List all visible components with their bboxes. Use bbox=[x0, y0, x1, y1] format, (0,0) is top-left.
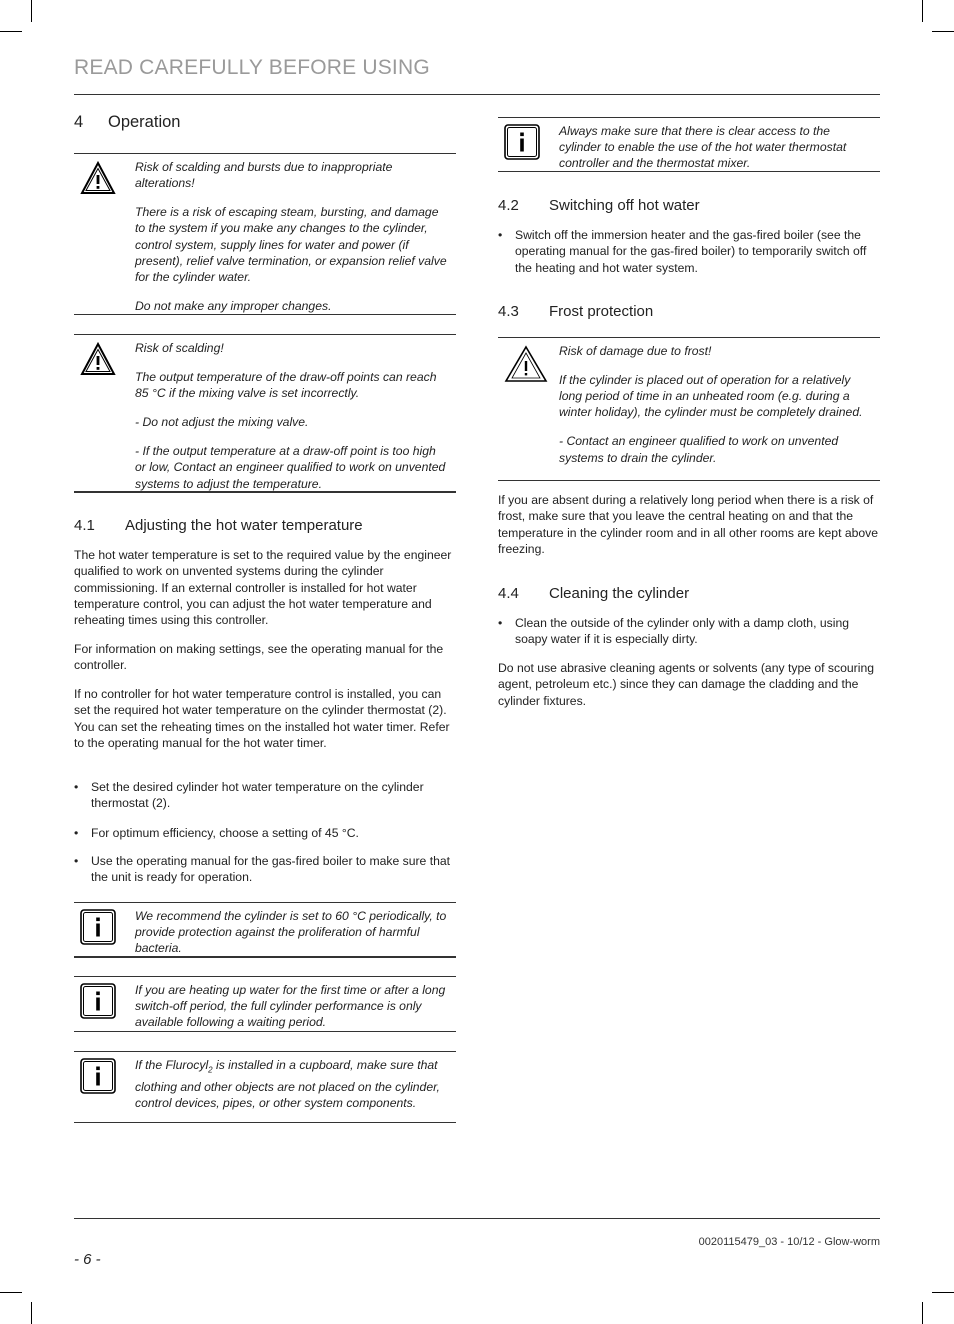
info-note bbox=[74, 902, 456, 958]
section-title: Adjusting the hot water temperature bbox=[125, 517, 363, 534]
info-note bbox=[74, 1051, 456, 1123]
section-number: 4.2 bbox=[498, 197, 519, 214]
bullet-dot: • bbox=[498, 616, 503, 630]
body-paragraph: Do not use abrasive cleaning agents or solvents (any type of scouring agent, petroleum etc.) since they can damage the cladding and the cylinder fixtures. bbox=[498, 661, 874, 708]
bullet-text: For optimum efficiency, choose a setting of 45 °C. bbox=[91, 826, 359, 840]
crop-mark bbox=[932, 31, 954, 32]
page-header: READ CAREFULLY BEFORE USING bbox=[74, 56, 430, 79]
info-text bbox=[135, 1057, 450, 1111]
bullet-item bbox=[74, 853, 456, 886]
bullet-text: Use the operating manual for the gas-fired boiler to make sure that the unit is ready for operation. bbox=[91, 854, 451, 885]
warning-triangle-icon bbox=[80, 160, 116, 196]
section-title: Cleaning the cylinder bbox=[549, 585, 690, 602]
info-text-part: is installed in a cupboard, make sure that clothing and other objects are not placed on the cylinder, control devices, pipes, or other system components. bbox=[135, 1058, 440, 1110]
bullet-dot: • bbox=[74, 854, 79, 868]
page-number: - 6 - bbox=[74, 1251, 101, 1268]
warning-title: Risk of scalding and bursts due to inappropriate alterations! bbox=[135, 160, 393, 191]
warning-text: - If the output temperature at a draw-off point is too high or low, Contact an engineer qualified to work on unvented systems to adjust the temperature. bbox=[135, 444, 446, 491]
footer-reference: 0020115479_03 - 10/12 - Glow-worm bbox=[698, 1236, 880, 1248]
bullet-text: Set the desired cylinder hot water temperature on the cylinder thermostat (2). bbox=[91, 780, 424, 811]
section-4-heading bbox=[74, 113, 180, 132]
bullet-item bbox=[498, 615, 880, 648]
warning-note bbox=[74, 153, 456, 315]
bullet-dot: • bbox=[74, 780, 79, 794]
section-title: Switching off hot water bbox=[549, 197, 700, 214]
info-note bbox=[74, 976, 456, 1032]
bullet-item bbox=[498, 227, 880, 276]
warning-text: There is a risk of escaping steam, bursting, and damage to the system if you make any changes to the cylinder, control system, supply lines for water and power (if present), relief valve termination, or expansion relief valve for the cylinder water. bbox=[135, 205, 447, 285]
section-number: 4.4 bbox=[498, 585, 519, 602]
info-text-subscript: 2 bbox=[208, 1065, 213, 1075]
warning-text: - Contact an engineer qualified to work on unvented systems to drain the cylinder. bbox=[559, 434, 839, 465]
info-icon bbox=[80, 1058, 116, 1094]
warning-triangle-icon bbox=[504, 344, 540, 380]
body-paragraph: If you are absent during a relatively long period when there is a risk of frost, make sure that you leave the central heating on and that the temperature in the cylinder room and in all other rooms are kept above freezing. bbox=[498, 493, 879, 556]
info-text: Always make sure that there is clear access to the cylinder to enable the use of the hot water thermostat controller and the thermostat mixer. bbox=[559, 124, 847, 171]
warning-note bbox=[74, 334, 456, 493]
section-number: 4.3 bbox=[498, 303, 519, 320]
warning-text: - Do not adjust the mixing valve. bbox=[135, 415, 309, 430]
bullet-text: Clean the outside of the cylinder only with a damp cloth, using soapy water if it is especially dirty. bbox=[515, 616, 849, 647]
body-paragraph: The hot water temperature is set to the required value by the engineer qualified to work on unvented systems during the cylinder commissioning. If an external controller is installed for hot water temperature control, you can adjust the hot water temperature and reheating times using this controller. bbox=[74, 548, 452, 628]
warning-text: The output temperature of the draw-off points can reach 85 °C if the mixing valve is set incorrectly. bbox=[135, 370, 437, 401]
crop-mark bbox=[922, 0, 923, 22]
info-text: We recommend the cylinder is set to 60 °C periodically, to provide protection against the proliferation of harmful bacteria. bbox=[135, 909, 447, 956]
info-icon bbox=[504, 124, 540, 160]
crop-mark bbox=[932, 1292, 954, 1293]
footer-rule bbox=[74, 1218, 880, 1219]
bullet-dot: • bbox=[74, 826, 79, 840]
info-note bbox=[498, 117, 880, 172]
warning-text: Do not make any improper changes. bbox=[135, 299, 332, 314]
bullet-item bbox=[74, 825, 456, 841]
warning-triangle-icon bbox=[80, 341, 116, 377]
info-icon bbox=[80, 983, 116, 1019]
section-4-2-heading bbox=[498, 197, 700, 214]
crop-mark bbox=[922, 1302, 923, 1324]
bullet-item bbox=[74, 779, 456, 812]
crop-mark bbox=[0, 1292, 22, 1293]
section-4-4-heading bbox=[498, 585, 689, 602]
bullet-dot: • bbox=[498, 228, 503, 242]
info-icon bbox=[80, 909, 116, 945]
warning-note bbox=[498, 337, 880, 481]
section-4-3-heading bbox=[498, 303, 653, 320]
bullet-text: Switch off the immersion heater and the gas-fired boiler (see the operating manual for the gas-fired boiler) to temporarily switch off the heating and hot water system. bbox=[515, 228, 867, 275]
section-title: Operation bbox=[108, 113, 181, 131]
warning-title: Risk of scalding! bbox=[135, 341, 224, 355]
section-number: 4 bbox=[74, 113, 84, 131]
section-title: Frost protection bbox=[549, 303, 654, 320]
info-text-part: If the Flurocyl bbox=[135, 1058, 209, 1072]
info-text: If you are heating up water for the first time or after a long switch-off period, the full cylinder performance is only available following a waiting period. bbox=[135, 983, 446, 1030]
body-paragraph: For information on making settings, see the operating manual for the controller. bbox=[74, 642, 444, 673]
warning-text: If the cylinder is placed out of operation for a relatively long period of time in an unheated room (e.g. during a winter holiday), the cylinder must be completely drained. bbox=[559, 373, 863, 420]
crop-mark bbox=[31, 1302, 32, 1324]
crop-mark bbox=[0, 31, 22, 32]
section-number: 4.1 bbox=[74, 517, 95, 534]
warning-title: Risk of damage due to frost! bbox=[559, 344, 712, 358]
body-paragraph: If no controller for hot water temperature control is installed, you can set the required hot water temperature on the cylinder thermostat (2). You can set the reheating times on the installed hot water timer. Refer to the operating manual for the hot water timer. bbox=[74, 687, 450, 750]
crop-mark bbox=[31, 0, 32, 22]
section-4-1-heading bbox=[74, 517, 363, 534]
header-rule bbox=[74, 94, 880, 95]
